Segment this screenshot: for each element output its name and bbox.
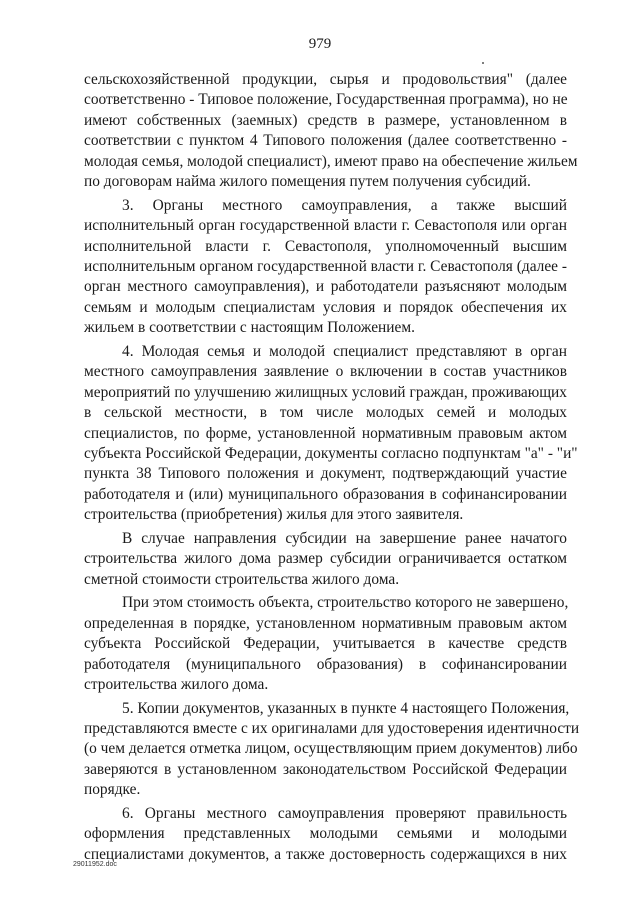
paragraph: [84, 699, 580, 801]
text-line: субъекта Российской Федерации, документы согласно подпунктам "а" - "и": [84, 444, 578, 462]
text-line: соответственно - Типовое положение, Государственная программа), но не: [84, 91, 568, 109]
text-line: 4. Молодая семья и молодой специалист представляют в орган: [122, 342, 567, 360]
text-line: местного самоуправления заявление о включении в состав участников: [84, 363, 567, 381]
text-line: работодателя и (или) муниципального образования в софинансировании: [84, 485, 567, 503]
text-line: (о чем делается отметка лицом, осуществляющим прием документов) либо: [84, 740, 578, 758]
text-line: орган местного самоуправления), и работодатели разъясняют молодым: [84, 278, 567, 296]
text-line: исполнительный орган государственной власти г. Севастополя или орган: [84, 217, 567, 235]
text-line: специалистов, по форме, установленной нормативным правовым актом: [84, 424, 567, 442]
document-body: [84, 70, 580, 865]
text-line: специалистами документов, а также достоверность содержащихся в них: [84, 845, 567, 863]
text-line: строительства жилого дома.: [84, 675, 269, 693]
text-line: субъекта Российской Федерации, учитывается в качестве средств: [84, 635, 567, 653]
text-line: семьям и молодым специалистам условия и порядок обеспечения их: [84, 298, 567, 316]
text-line: исполнительной власти г. Севастополя, уполномоченный высшим: [84, 237, 567, 255]
text-line: 5. Копии документов, указанных в пункте 4 настоящего Положения,: [122, 699, 570, 717]
text-line: сметной стоимости строительства жилого дома.: [84, 570, 400, 588]
text-line: исполнительным органом государственной власти г. Севастополя (далее -: [84, 257, 567, 275]
footer-filename: 29011952.doc: [73, 861, 117, 868]
text-line: 6. Органы местного самоуправления проверяют правильность: [122, 805, 567, 822]
text-line: определенная в порядке, установленном нормативным правовым актом: [84, 614, 567, 632]
paragraph: [84, 196, 567, 339]
text-line: В случае направления субсидии на завершение ранее начатого: [122, 529, 567, 547]
text-line: в сельской местности, в том числе молодых семей и молодых: [84, 404, 567, 422]
paragraph: [84, 593, 567, 695]
paragraph: [84, 804, 567, 865]
text-line: заверяются в установленном законодательством Российской Федерации: [84, 760, 567, 778]
text-line: по договорам найма жилого помещения путем получения субсидий.: [84, 173, 531, 191]
text-line: жильем в соответствии с настоящим Положением.: [84, 319, 415, 337]
text-line: пункта 38 Типового положения и документ, подтверждающий участие: [84, 465, 567, 483]
paragraph: [84, 529, 567, 590]
text-line: имеют собственных (заемных) средств в размере, установленном в: [84, 111, 567, 129]
text-line: представляются вместе с их оригиналами для удостоверения идентичности: [84, 720, 580, 738]
text-line: соответствии с пунктом 4 Типового положения (далее соответственно -: [84, 132, 567, 150]
text-line: При этом стоимость объекта, строительство которого не завершено,: [122, 594, 569, 612]
text-line: 3. Органы местного самоуправления, а также высший: [122, 196, 567, 214]
text-line: порядке.: [84, 781, 141, 799]
text-line: сельскохозяйственной продукции, сырья и продовольствия" (далее: [84, 71, 567, 88]
paragraph: [84, 342, 578, 526]
text-line: работодателя (муниципального образования) в софинансировании: [84, 655, 567, 673]
text-line: оформления представленных молодыми семьями и молодыми: [84, 825, 567, 843]
page-number: 979: [308, 36, 332, 52]
paragraph: [84, 70, 578, 192]
text-line: мероприятий по улучшению жилищных условий граждан, проживающих: [84, 383, 567, 401]
text-line: молодая семья, молодой специалист), имеют право на обеспечение жильем: [84, 152, 578, 170]
text-line: строительства жилого дома размер субсидии ограничивается остатком: [84, 550, 567, 568]
scan-speck: [482, 62, 484, 64]
text-line: строительства (приобретения) жилья для этого заявителя.: [84, 506, 464, 524]
